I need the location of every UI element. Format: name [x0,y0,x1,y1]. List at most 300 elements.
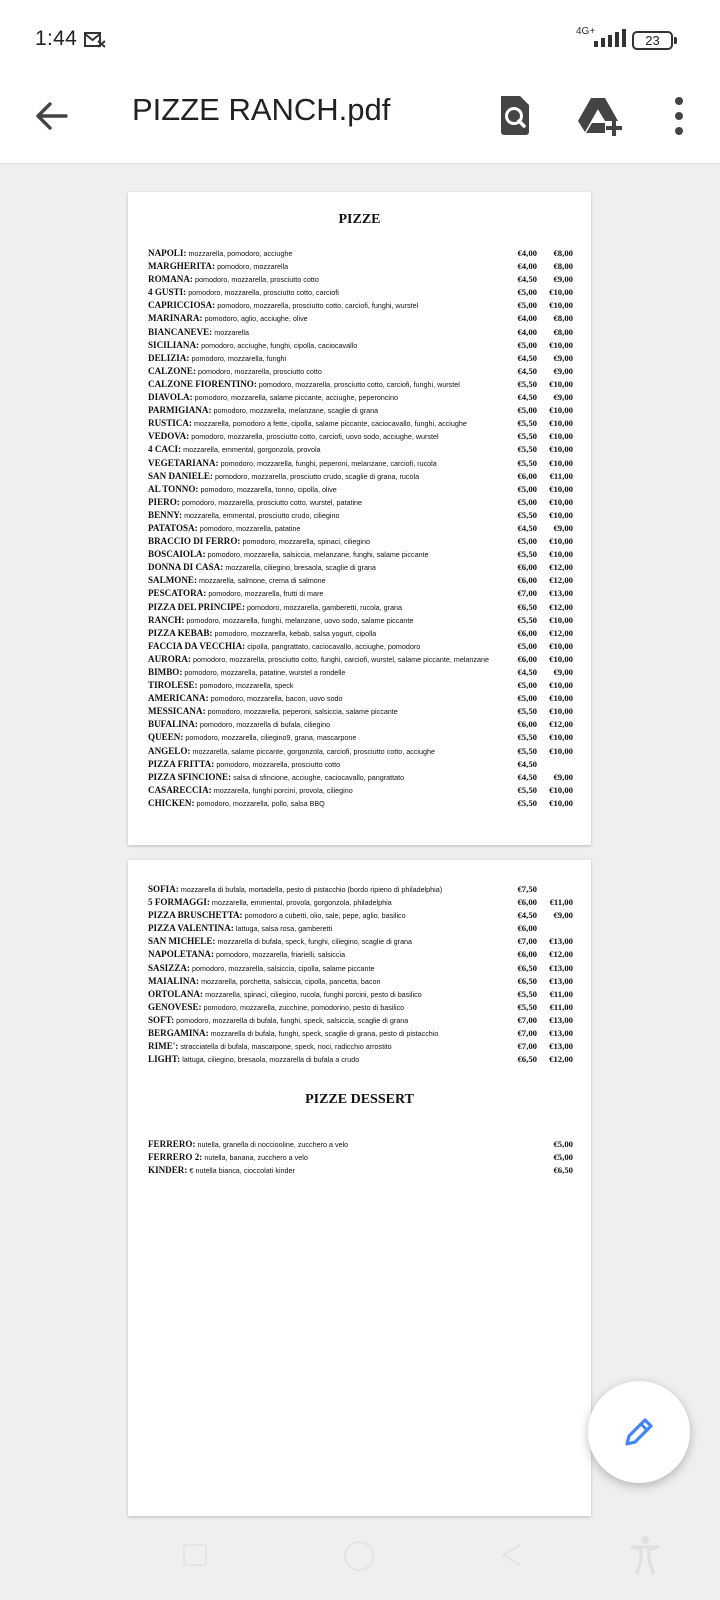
menu-item-ingredients: mozzarella, salmone, crema di salmone [199,576,326,586]
menu-item-row [148,883,573,896]
menu-item-name: SICILIANA: [148,339,200,350]
menu-item-row [148,745,573,758]
pdf-viewer[interactable] [0,164,720,1600]
menu-item-name: CALZONE FIORENTINO: [148,378,257,389]
menu-item-text [148,443,321,456]
menu-item-text [148,365,322,378]
menu-item-ingredients: pomodoro, mozzarella di bufala, ciliegino [199,720,331,730]
menu-item-text [148,1164,295,1177]
menu-item-ingredients: pomodoro, mozzarella, prosciutto cotto [195,275,319,285]
menu-item-price-small: €7,00 [505,587,537,600]
menu-item-price-large: €10,00 [549,431,573,442]
menu-item-row [148,470,573,483]
menu-item-price-large: €10,00 [549,405,573,416]
menu-item-ingredients: pomodoro, mozzarella, melanzane, scaglie di grana [213,406,379,416]
pizze-heading: PIZZE [338,212,381,227]
menu-item-ingredients: pomodoro, mozzarella, ciliegino9, grana, mascarpone [185,733,357,743]
accessibility-icon [630,1535,660,1575]
menu-item-price-large: €11,00 [549,1001,573,1012]
menu-item-ingredients: pomodoro, mozzarella [217,262,289,272]
menu-item-row [148,758,573,771]
menu-item-text [148,1027,438,1040]
menu-item-row [148,948,573,961]
network-type: 4G+ [576,26,596,37]
menu-item-ingredients: pomodoro, mozzarella, friarielli, salsiccia [216,950,346,960]
menu-item-price-small: €5,50 [505,731,537,744]
menu-item-name: BOSCAIOLA: [148,549,206,560]
menu-item-price-large: €10,00 [549,706,573,717]
menu-item-name: DIAVOLA: [148,392,193,403]
menu-item-text [148,352,286,365]
menu-item-name: ANGELO: [148,745,191,756]
menu-item-price-small: €7,00 [505,1014,537,1027]
menu-item-text [148,457,437,470]
menu-item-text [148,470,419,483]
menu-item-name: BRACCIO DI FERRO: [148,536,241,547]
menu-item-name: PATATOSA: [148,522,198,533]
menu-item-price-large: €9,00 [553,771,573,782]
menu-item-text [148,758,340,771]
menu-item-price-large: €12,00 [549,575,573,586]
menu-item-price-small: €4,00 [505,326,537,339]
menu-item-text [148,326,249,339]
pizza-menu-list [148,247,573,810]
menu-item-price-large: €12,00 [549,949,573,960]
menu-item-price-small: €5,00 [505,692,537,705]
menu-item-ingredients: pomodoro, mozzarella, prosciutto crudo, scaglie di grana, rucola [214,471,420,481]
menu-item-row [148,666,573,679]
menu-item-ingredients: mozzarella, ciliegino, bresaola, scaglie di grana [225,563,376,573]
menu-item-row [148,430,573,443]
menu-item-ingredients: pomodoro, mozzarella, prosciutto cotto, carciofi, uovo sodo, acciughe, wurstel [191,432,439,442]
menu-item-name: CASARECCIA: [148,784,212,795]
menu-item-price-small: €6,00 [505,896,537,909]
menu-item-row [148,365,573,378]
menu-item-ingredients: pomodoro, mozzarella, prosciutto cotto, wurstel, patatine [181,497,363,507]
menu-item-price-small: €5,00 [505,640,537,653]
app-bar [0,72,720,164]
menu-item-price-large: €9,00 [553,352,573,363]
pencil-icon [621,1414,657,1450]
menu-item-name: SALMONE: [148,575,198,586]
dessert-price: €6,50 [553,1165,573,1176]
menu-item-text [148,404,378,417]
menu-item-price-small: €5,00 [505,496,537,509]
menu-item-price-large: €10,00 [549,797,573,808]
menu-item-ingredients: pomodoro, mozzarella, prosciutto cotto [216,759,341,769]
menu-item-ingredients: cipolla, pangrattato, caciocavallo, acciughe, pomodoro [247,641,421,651]
menu-item-name: AURORA: [148,653,191,664]
menu-item-name: NAPOLI: [148,248,187,258]
menu-item-name: MESSICANA: [148,706,206,717]
menu-item-price-small: €5,50 [505,745,537,758]
menu-item-text [148,948,345,961]
menu-item-row [148,975,573,988]
menu-item-ingredients: mozzarella, porchetta, salsiccia, cipolla, pancetta, bacon [201,976,381,986]
menu-item-price-large: €13,00 [549,1041,573,1052]
menu-item-name: FERRERO: [148,1139,196,1149]
menu-item-price-small: €6,00 [505,718,537,731]
menu-item-price-large: €10,00 [549,300,573,311]
menu-item-ingredients: mozzarella, pomodoro, acciughe [188,249,293,258]
menu-item-row [148,457,573,470]
menu-item-row [148,443,573,456]
menu-item-price-small: €4,00 [505,247,537,260]
back-triangle-icon [500,1543,522,1567]
menu-item-row [148,352,573,365]
menu-item-ingredients: pomodoro, mozzarella, prosciutto cotto, carciofi, funghi, wurstel [217,301,419,311]
status-bar [0,0,720,72]
pdf-page-1 [128,192,591,845]
arrow-left-icon [30,94,74,138]
menu-item-price-small: €5,50 [505,443,537,456]
menu-item-name: PIERO: [148,496,180,507]
menu-item-price-small: €5,50 [505,988,537,1001]
menu-item-price-large: €10,00 [549,680,573,691]
menu-item-price-large: €10,00 [549,640,573,651]
menu-item-text [148,627,376,640]
menu-item-row [148,962,573,975]
menu-item-price-large: €8,00 [553,326,573,337]
menu-item-price-small: €6,00 [505,627,537,640]
menu-item-ingredients: mozzarella, funghi porcini, provola, ciliegino [213,785,353,795]
menu-item-text [148,247,292,260]
menu-item-price-small: €6,00 [505,470,537,483]
menu-item-ingredients: pomodoro, acciughe, funghi, cipolla, caciocavallo [201,340,358,350]
menu-item-price-large: €10,00 [549,339,573,350]
menu-item-row [148,1027,573,1040]
menu-item-text [148,378,460,391]
dessert-price: €5,00 [553,1152,573,1163]
menu-item-row [148,1053,573,1066]
menu-item-row [148,483,573,496]
menu-item-text [148,587,323,600]
menu-item-text [148,614,413,627]
menu-item-row [148,601,573,614]
menu-item-price-large: €9,00 [553,365,573,376]
menu-item-price-large: €10,00 [549,378,573,389]
menu-item-price-small: €5,00 [505,404,537,417]
menu-item-price-large: €10,00 [549,287,573,298]
pizza-menu-list-continued [148,883,573,1066]
menu-item-row [148,339,573,352]
menu-item-name: AMERICANA: [148,693,209,704]
menu-item-row [148,1040,573,1053]
menu-item-ingredients: pomodoro, mozzarella, salame piccante, acciughe, peperoncino [194,393,399,403]
menu-item-price-large: €9,00 [553,392,573,403]
menu-item-text [148,509,339,522]
menu-item-price-large: €11,00 [549,470,573,481]
menu-item-ingredients: pomodoro, mozzarella, tonno, cipolla, olive [200,484,337,494]
menu-item-ingredients: nutella, banana, zucchero a velo [204,1153,308,1163]
menu-item-text [148,975,380,988]
menu-item-name: SASIZZA: [148,962,190,973]
menu-item-price-large: €11,00 [549,897,573,908]
menu-item-ingredients: pomodoro, mozzarella, funghi [191,353,287,363]
menu-item-ingredients: lattuga, salsa rosa, gamberetti [235,924,333,934]
menu-item-ingredients: salsa di sfincione, acciughe, caciocavallo, pangrattato [233,772,405,782]
add-to-drive-icon [578,92,626,138]
add-to-drive-button[interactable] [578,92,626,138]
menu-item-price-small: €5,50 [505,614,537,627]
menu-item-ingredients: pomodoro, mozzarella, gamberetti, rucola, grana [247,602,403,612]
recent-apps-button[interactable] [183,1544,207,1566]
menu-item-ingredients: mozzarella, emmental, gorgonzola, provola [183,445,321,455]
menu-item-price-small: €6,00 [505,653,537,666]
menu-item-name: FACCIA DA VECCHIA: [148,640,246,651]
menu-item-row [148,614,573,627]
menu-item-ingredients: pomodoro, mozzarella, prosciutto cotto [198,366,322,376]
menu-item-price-large: €10,00 [549,536,573,547]
menu-item-ingredients: pomodoro, mozzarella, kebab, salsa yogurt, cipolla [214,628,377,638]
menu-item-text [148,299,418,312]
menu-item-text [148,574,326,587]
menu-item-row [148,299,573,312]
menu-item-text [148,391,398,404]
menu-item-ingredients: pomodoro, mozzarella, spinaci, ciliegino [242,537,370,547]
menu-item-text [148,705,398,718]
menu-item-name: PIZZA VALENTINA: [148,923,234,934]
menu-item-name: QUEEN: [148,732,184,743]
menu-item-row [148,797,573,810]
menu-item-text [148,666,345,679]
menu-item-name: GENOVESE: [148,1001,202,1012]
menu-item-row [148,247,573,260]
menu-item-name: DONNA DI CASA: [148,562,224,573]
menu-item-name: AL TONNO: [148,483,199,494]
menu-item-text [148,692,343,705]
menu-item-name: RUSTICA: [148,418,192,429]
pdf-page-2 [128,860,591,1516]
menu-item-name: KINDER: [148,1165,188,1176]
menu-item-ingredients: nutella, granella di nocciooline, zucchero a velo [197,1140,349,1149]
menu-item-price-small: €5,00 [505,679,537,692]
menu-item-name: BIMBO: [148,667,183,677]
menu-item-price-small: €4,00 [505,260,537,273]
menu-item-price-large: €12,00 [549,1054,573,1065]
menu-item-name: BERGAMINA: [148,1028,209,1039]
menu-item-price-small: €5,50 [505,548,537,561]
menu-item-ingredients: pomodoro, mozzarella, funghi, peperoni, melanzane, carciofi, rucola [220,458,437,468]
menu-item-name: TIROLESE: [148,680,198,691]
menu-item-price-small: €4,50 [505,758,537,771]
menu-item-price-small: €5,50 [505,417,537,430]
menu-item-name: RIME': [148,1041,179,1052]
menu-item-name: FERRERO 2: [148,1152,203,1163]
menu-item-name: MARGHERITA: [148,261,216,272]
menu-item-price-large: €8,00 [553,248,573,258]
menu-item-price-large: €10,00 [549,745,573,756]
menu-item-name: CAPRICCIOSA: [148,300,216,311]
menu-item-row [148,378,573,391]
find-in-page-button[interactable] [494,92,536,138]
menu-item-row [148,312,573,325]
menu-item-text [148,1040,392,1053]
menu-item-row [148,988,573,1001]
menu-item-price-large: €10,00 [549,496,573,507]
menu-item-name: BENNY: [148,509,183,520]
menu-item-row [148,522,573,535]
menu-item-name: PESCATORA: [148,588,207,599]
menu-item-price-small: €7,00 [505,935,537,948]
menu-item-row [148,627,573,640]
menu-item-ingredients: lattuga, ciliegino, bresaola, mozzarella di bufala a crudo [182,1055,360,1065]
menu-item-price-small: €5,50 [505,784,537,797]
menu-item-name: PIZZA FRITTA: [148,758,215,769]
menu-item-name: SOFT: [148,1014,175,1025]
menu-item-price-small: €4,50 [505,365,537,378]
menu-item-name: PARMIGIANA: [148,405,212,416]
menu-item-text [148,286,339,299]
menu-item-price-large: €12,00 [549,562,573,573]
menu-item-ingredients: pomodoro, mozzarella, pollo, salsa BBQ [196,798,325,808]
menu-item-text [148,1014,408,1027]
menu-item-row [148,574,573,587]
menu-item-row [148,1138,573,1151]
menu-item-price-large: €13,00 [549,588,573,599]
menu-item-text [148,430,439,443]
menu-item-text [148,522,300,535]
menu-item-ingredients: pomodoro, mozzarella, prosciutto cotto, carciofi [188,288,339,298]
menu-item-name: PIZZA BRUSCHETTA: [148,910,243,921]
menu-item-price-large: €10,00 [549,457,573,468]
menu-item-text [148,935,412,948]
menu-item-ingredients: mozzarella [214,327,249,337]
system-back-button[interactable] [500,1543,522,1572]
menu-item-price-small: €4,50 [505,666,537,679]
menu-item-ingredients: mozzarella, spinaci, ciliegino, rucola, funghi porcini, pesto di basilico [205,989,422,999]
menu-item-ingredients: pomodoro, mozzarella, frutti di mare [208,589,324,599]
menu-item-name: SAN DANIELE: [148,470,213,481]
menu-item-ingredients: pomodoro, mozzarella, zucchine, pomodorino, pesto di basilico [203,1002,405,1012]
menu-item-name: RANCH: [148,614,185,625]
menu-item-price-large: €13,00 [549,975,573,986]
accessibility-button[interactable] [630,1535,660,1580]
menu-item-text [148,273,319,286]
status-time: 1:44 [35,27,78,50]
menu-item-text [148,962,375,975]
menu-item-name: PIZZA SFINCIONE: [148,771,232,782]
menu-item-row [148,417,573,430]
menu-item-name: CALZONE: [148,365,196,376]
menu-item-text [148,548,429,561]
menu-item-row [148,548,573,561]
menu-item-price-small: €7,00 [505,1027,537,1040]
menu-item-row [148,561,573,574]
menu-item-name: PIZZA KEBAB: [148,627,213,638]
menu-item-text [148,784,353,797]
menu-item-text [148,771,404,784]
menu-item-price-small: €5,00 [505,286,537,299]
menu-item-name: SAN MICHELE: [148,936,216,947]
menu-item-price-large: €10,00 [549,483,573,494]
menu-item-price-large: €10,00 [549,732,573,743]
menu-item-name: LIGHT: [148,1054,181,1065]
menu-item-price-large: €12,00 [549,601,573,612]
menu-item-ingredients: mozzarella di bufala, funghi, speck, scaglie di grana, pesto di pistacchio [210,1029,439,1039]
more-options-button[interactable] [664,94,694,138]
menu-item-price-large: €10,00 [549,693,573,704]
menu-item-price-small: €5,00 [505,299,537,312]
menu-item-row [148,509,573,522]
menu-item-ingredients: mozzarella, pomodoro a fette, cipolla, salame piccante, caciocavallo, funghi, acciughe [194,419,467,429]
menu-item-price-small: €5,00 [505,483,537,496]
menu-item-row [148,404,573,417]
menu-item-ingredients: mozzarella, salame piccante, gorgonzola, carciofi, prosciutto cotto, acciughe [192,746,435,756]
menu-item-price-small: €4,50 [505,771,537,784]
menu-item-row [148,326,573,339]
menu-item-text [148,896,392,909]
menu-item-text [148,417,467,430]
message-notification-icon [84,31,106,54]
menu-item-row [148,260,573,273]
menu-item-ingredients: pomodoro, mozzarella, prosciutto cotto, funghi, carciofi, wurstel, salame piccante, melanzane [192,654,490,664]
menu-item-ingredients: mozzarella di bufala, speck, funghi, ciliegino, scaglie di grana [217,937,413,947]
menu-item-row [148,935,573,948]
menu-item-price-small: €5,50 [505,457,537,470]
menu-item-ingredients: stracciatella di bufala, mascarpone, speck, noci, radicchio arrostito [180,1042,392,1052]
menu-item-price-small: €5,00 [505,339,537,352]
menu-item-price-small: €5,50 [505,1001,537,1014]
back-button[interactable] [30,94,74,138]
signal-strength-icon [594,29,628,54]
menu-item-text [148,312,308,325]
menu-item-price-small: €5,50 [505,430,537,443]
menu-item-ingredients: mozzarella di bufala, mortadella, pesto di pistacchio (bordo ripieno di philadelphia) [180,885,443,894]
menu-item-name: MARINARA: [148,313,203,324]
menu-item-row [148,771,573,784]
menu-item-price-large: €9,00 [553,522,573,533]
menu-item-price-small: €6,50 [505,975,537,988]
menu-item-row [148,896,573,909]
more-vert-icon [664,94,694,138]
menu-item-name: NAPOLETANA: [148,949,215,960]
edit-fab-button[interactable] [588,1381,690,1483]
menu-item-price-large: €10,00 [549,444,573,455]
menu-item-text [148,922,332,935]
menu-item-price-small: €5,00 [505,535,537,548]
menu-item-ingredients: pomodoro, mozzarella, bacon, uovo sodo [210,694,343,704]
menu-item-row [148,1014,573,1027]
menu-item-price-large: €8,00 [553,313,573,324]
menu-item-price-small: €6,00 [505,561,537,574]
menu-item-text [148,679,293,692]
menu-item-text [148,1151,308,1164]
menu-item-row [148,1164,573,1177]
menu-item-price-small: €7,50 [505,883,537,896]
menu-item-price-small: €6,00 [505,574,537,587]
menu-item-price-large: €9,00 [553,274,573,285]
menu-item-price-small: €6,50 [505,601,537,614]
menu-item-price-large: €12,00 [549,719,573,730]
dessert-heading: PIZZE DESSERT [305,1092,414,1107]
menu-item-text [148,535,370,548]
menu-item-ingredients: pomodoro, mozzarella, peperoni, salsiccia, salame piccante [207,707,398,717]
menu-item-price-small: €5,50 [505,378,537,391]
menu-item-text [148,745,435,758]
home-button[interactable] [344,1541,374,1571]
battery-tip [674,37,677,44]
battery-indicator: 23 [632,31,673,50]
menu-item-row [148,286,573,299]
menu-item-row [148,535,573,548]
menu-item-price-large: €12,00 [549,627,573,638]
menu-item-text [148,640,420,653]
menu-item-price-small: €4,50 [505,273,537,286]
menu-item-price-large: €10,00 [549,653,573,664]
menu-item-price-small: €6,00 [505,922,537,935]
menu-item-ingredients: mozzarella, emmental, prosciutto crudo, ciliegino [184,510,340,520]
